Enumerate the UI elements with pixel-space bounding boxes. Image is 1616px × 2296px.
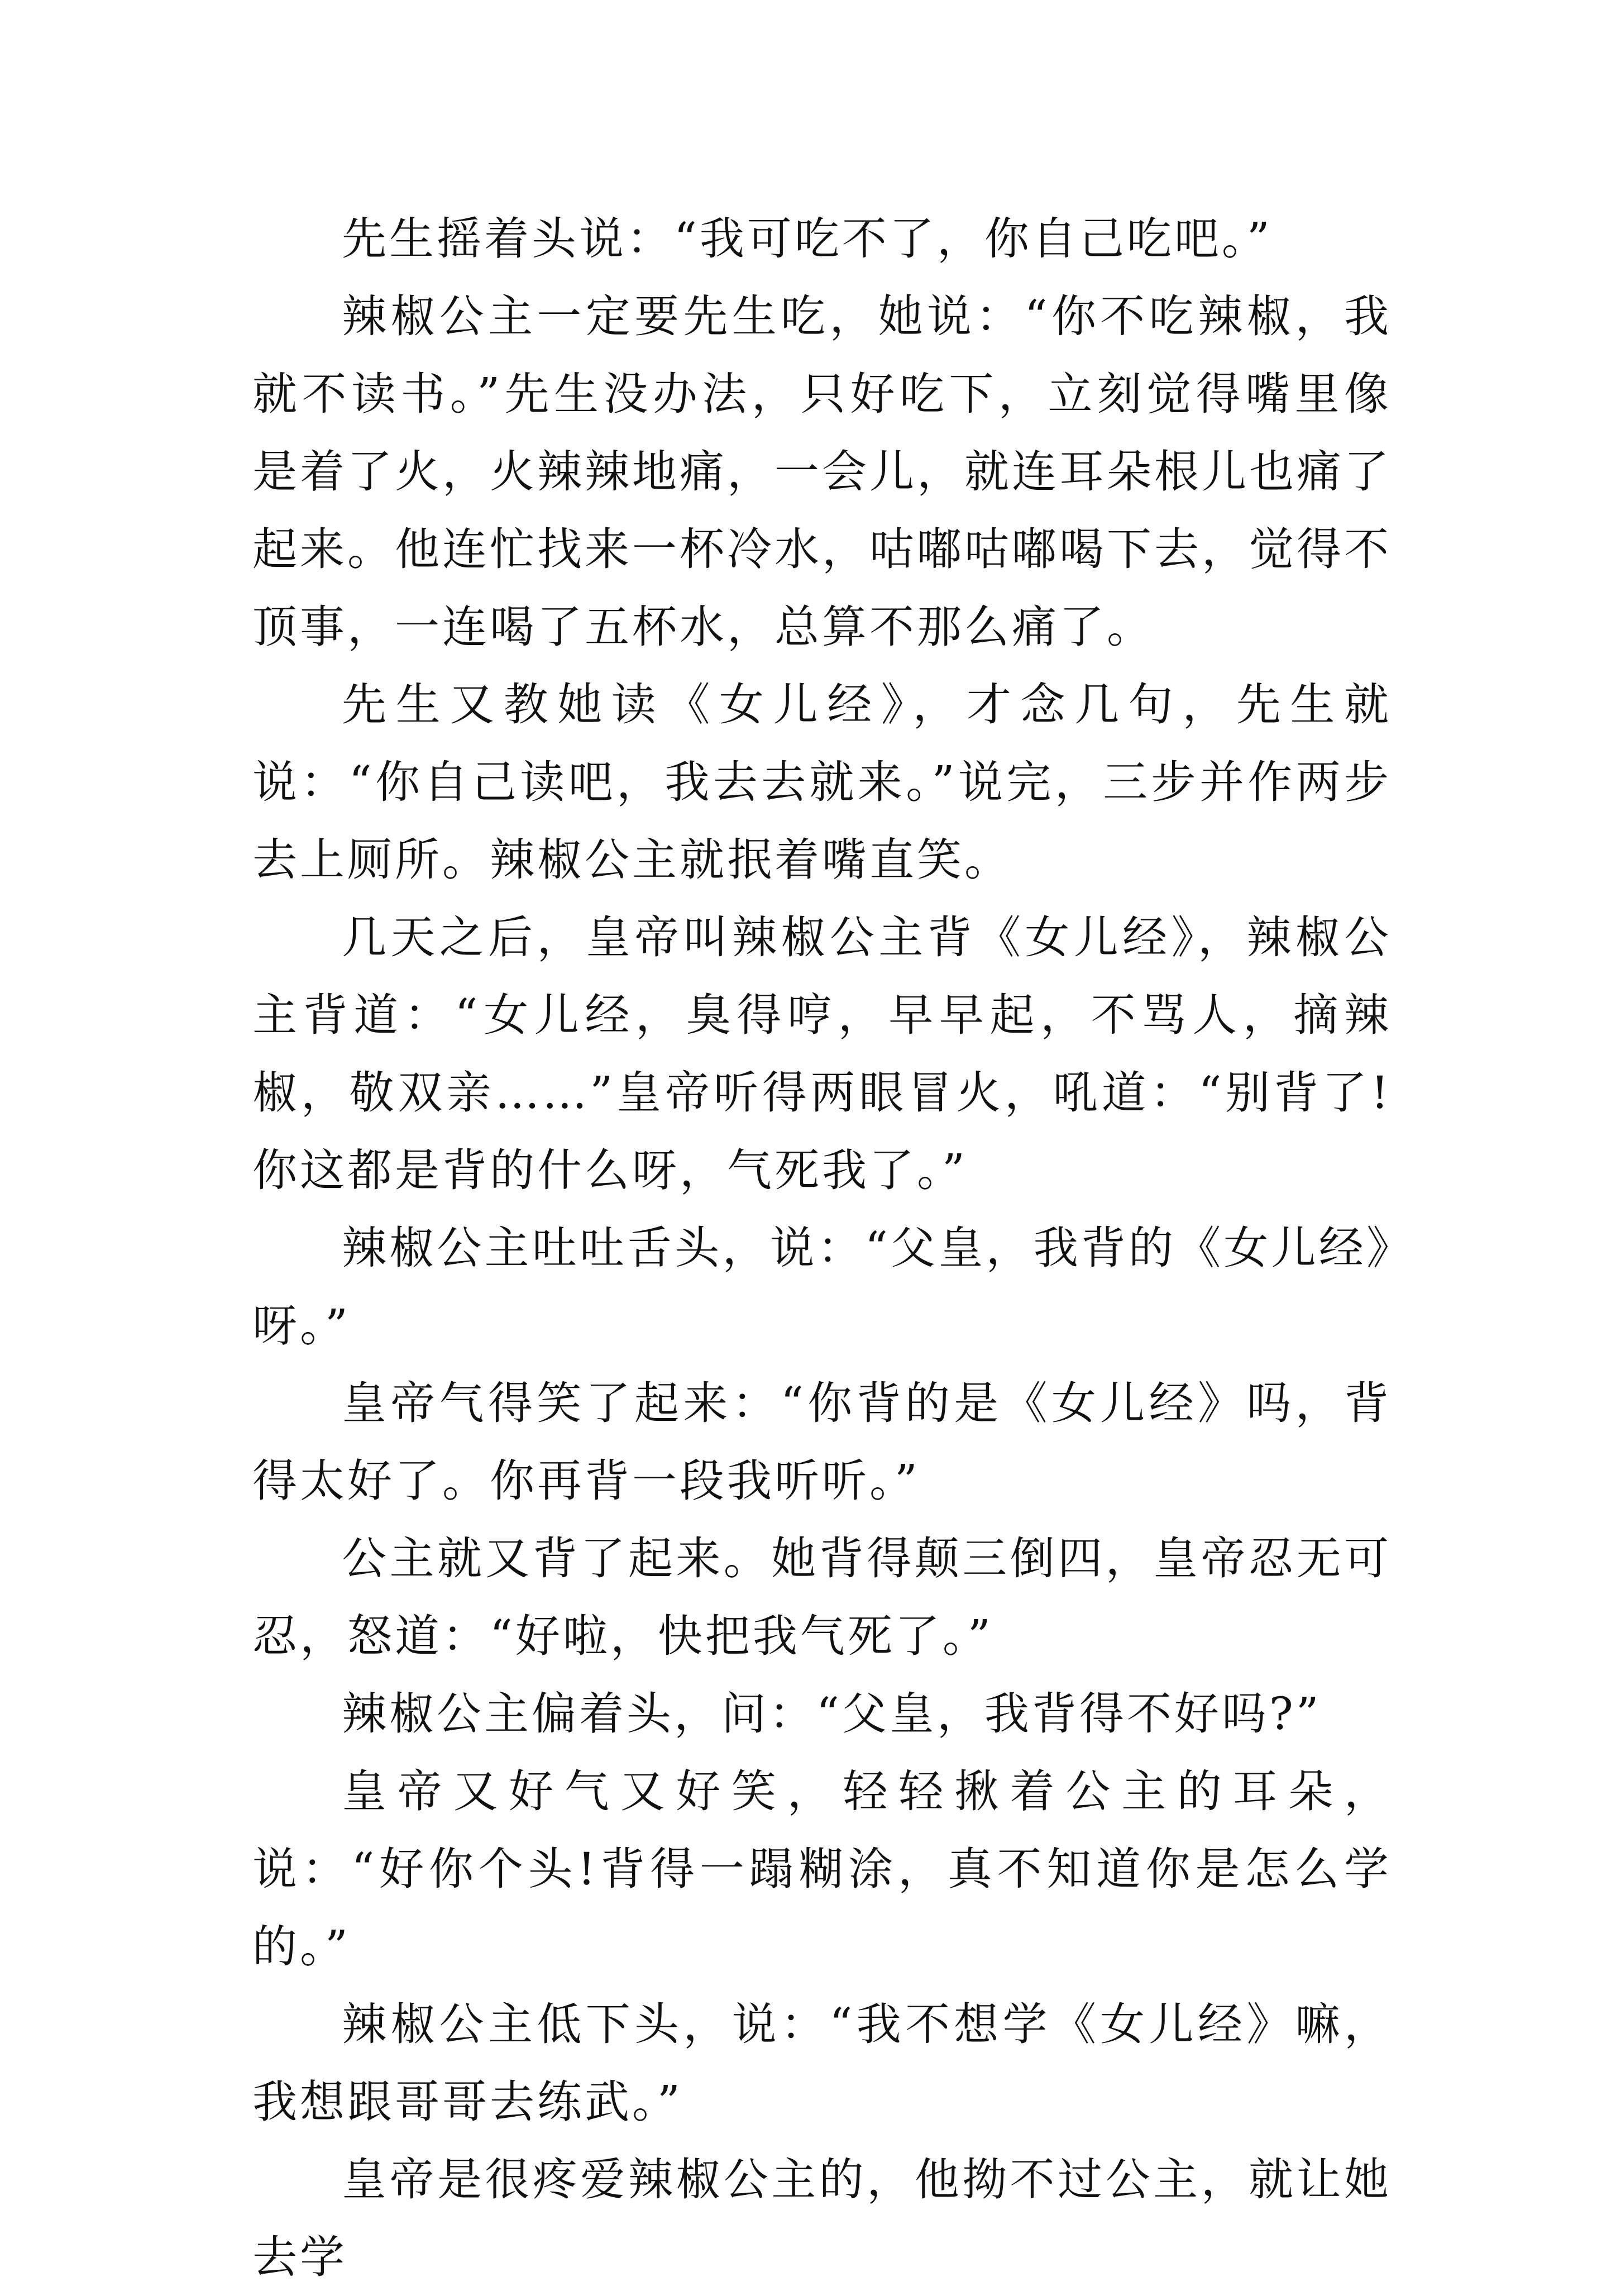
paragraph-3: 先生又教她读《女儿经》，才念几句，先生就说：“你自己读吧，我去去就来。”说完，三步并作两步去上厕所。辣椒公主就抿着嘴直笑。 <box>252 679 1392 886</box>
paragraph-7: 公主就又背了起来。她背得颠三倒四，皇帝忍无可忍，怒道：“好啦，快把我气死了。” <box>252 1533 1392 1662</box>
paragraph-8: 辣椒公主偏着头，问：“父皇，我背得不好吗?” <box>342 1688 1322 1740</box>
paragraph-5: 辣椒公主吐吐舌头，说：“父皇，我背的《女儿经》呀。” <box>252 1222 1392 1352</box>
paragraph-4: 几天之后，皇帝叫辣椒公主背《女儿经》，辣椒公主背道：“女儿经，臭得哼，早早起，不骂人，摘辣椒，敬双亲……”皇帝听得两眼冒火，吼道：“别背了!你这都是背的什么呀，气死我了。” <box>252 911 1392 1196</box>
paragraph-2: 辣椒公主一定要先生吃，她说：“你不吃辣椒，我就不读书。”先生没办法，只好吃下，立刻觉得嘴里像是着了火，火辣辣地痛，一会儿，就连耳朵根儿也痛了起来。他连忙找来一杯冷水，咕嘟咕嘟喝下去，觉得不顶事，一连喝了五杯水，总算不那么痛了。 <box>252 290 1392 653</box>
paragraph-6: 皇帝气得笑了起来：“你背的是《女儿经》吗，背得太好了。你再背一段我听听。” <box>252 1377 1392 1507</box>
paragraph-9: 皇帝又好气又好笑，轻轻揪着公主的耳朵，说：“好你个头!背得一蹋糊涂，真不知道你是怎么学的。” <box>252 1765 1392 1973</box>
paragraph-11: 皇帝是很疼爱辣椒公主的，他拗不过公主，就让她去学 <box>252 2154 1392 2283</box>
paragraph-10: 辣椒公主低下头，说：“我不想学《女儿经》嘛，我想跟哥哥去练武。” <box>252 1998 1392 2128</box>
story-text <box>252 200 1392 2296</box>
paragraph-1: 先生摇着头说：“我可吃不了，你自己吃吧。” <box>342 213 1273 265</box>
